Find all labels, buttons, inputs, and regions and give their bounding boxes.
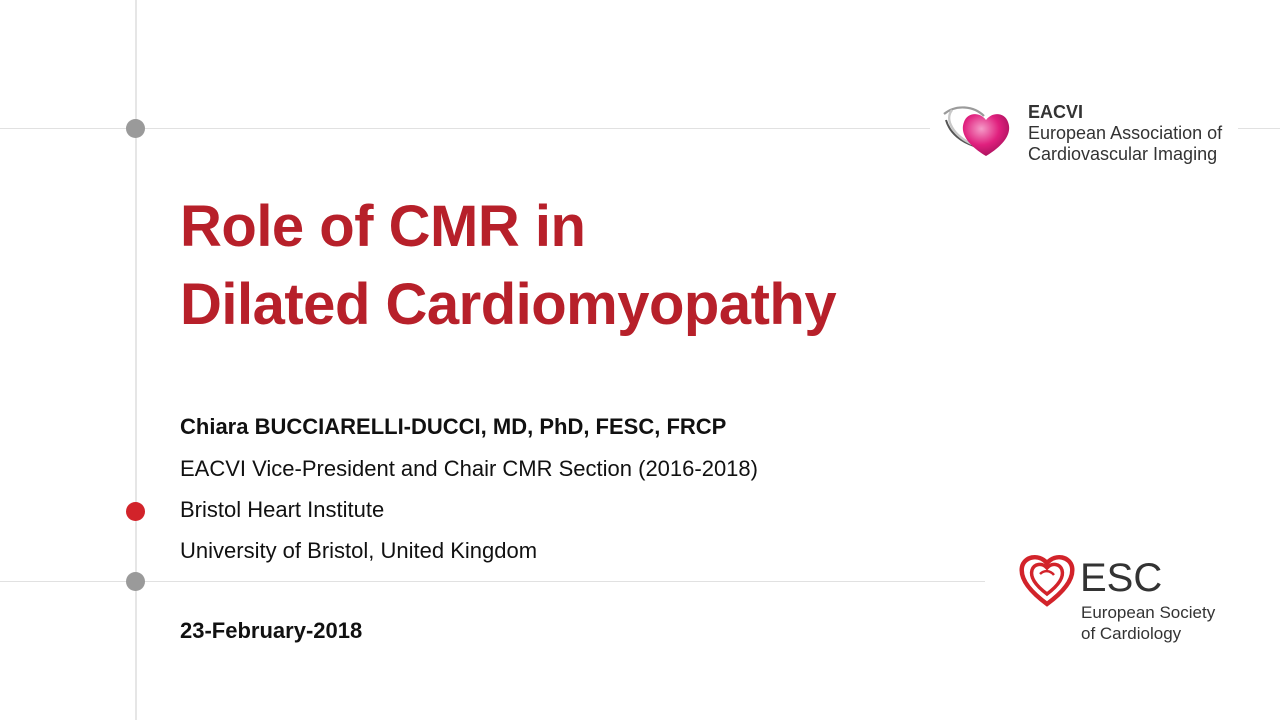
esc-abbreviation: ESC [1080,556,1163,600]
title-line-2: Dilated Cardiomyopathy [180,272,837,337]
eacvi-abbreviation: EACVI [1028,102,1084,122]
author-institution: Bristol Heart Institute [180,497,385,522]
esc-heart-logo-icon [1018,550,1076,608]
bottom-grey-dot [126,572,145,591]
author-university: University of Bristol, United Kingdom [180,538,538,563]
esc-name-line-1: European Society [1081,603,1216,622]
bottom-guide-line [0,581,985,582]
author-block [180,410,758,571]
slide-title [180,188,836,344]
esc-logo [1018,550,1258,650]
esc-name-line-2: of Cardiology [1081,624,1182,643]
title-line-1: Role of CMR in [180,194,586,259]
top-grey-dot [126,119,145,138]
author-name: Chiara BUCCIARELLI-DUCCI, MD, PhD, FESC, FRCP [180,414,727,439]
presentation-date: 23-February-2018 [180,618,363,643]
red-bullet-dot [126,502,145,521]
eacvi-logo [938,100,1258,170]
heart-logo-icon [938,100,1026,164]
vertical-guide-line [135,0,137,720]
eacvi-name-line-2: Cardiovascular Imaging [1028,144,1218,164]
author-role: EACVI Vice-President and Chair CMR Section (2016-2018) [180,456,758,481]
eacvi-name-line-1: European Association of [1028,123,1223,143]
